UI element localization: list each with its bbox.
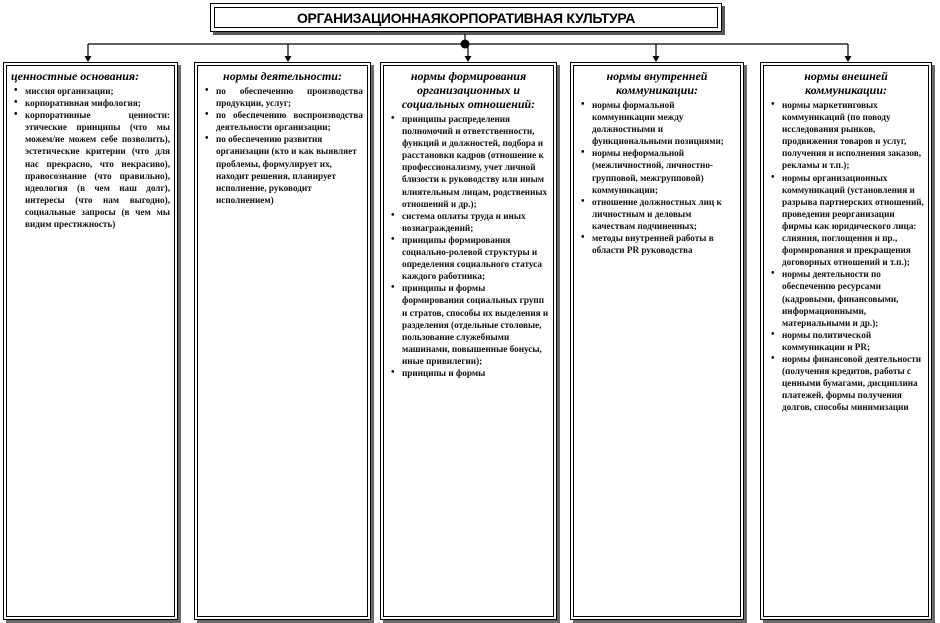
column-relations-norms-inner	[383, 65, 554, 617]
list-item: • по обеспечению воспроизводства деятельности организации;	[216, 109, 363, 133]
list-item: • нормы политической коммуникации и PR;	[782, 329, 924, 353]
list-item: • система оплаты труда и иных вознаграждений;	[402, 210, 549, 234]
list-item: • отношение должностных лиц к личностным и деловым качествам подчиненных;	[592, 196, 736, 232]
column-list	[11, 85, 170, 230]
list-item: • нормы неформальной (межличностной, личностно-групповой, межгрупповой) коммуникации;	[592, 147, 736, 195]
list-item: • по обеспечению развития организации (кто и как выявляет проблемы, формулирует их, находит решения, планирует исполнение, руководит исполнением)	[216, 133, 363, 206]
column-external-communication-inner	[763, 65, 929, 617]
column-title: нормы деятельности:	[223, 69, 342, 83]
column-internal-communication	[570, 62, 744, 620]
list-item: • нормы формальной коммуникации между должностными и функциональными позициями;	[592, 99, 736, 147]
column-title: нормы внешней коммуникации:	[804, 69, 888, 97]
diagram-title: ОРГАНИЗАЦИОННАЯКОРПОРАТИВНАЯ КУЛЬТУРА	[296, 9, 636, 26]
list-item: • корпоративные ценности: этические принципы (что мы можем/не можем себе позволить), эстетические критерии (что для нас прекрасно, что некрасиво), правосознание (что правильно), идеология (в чем наш долг), интересы (что нам выгодно), социальные запросы (в чем мы видим престижность)	[25, 109, 170, 230]
list-item: • миссия организации;	[25, 85, 170, 97]
column-title: нормы формирования организационных и социальных отношений:	[401, 69, 536, 111]
column-list	[578, 99, 736, 256]
column-activity-norms	[194, 62, 371, 620]
column-list	[202, 85, 363, 206]
column-title: ценностные основания:	[11, 69, 140, 83]
column-internal-communication-inner	[573, 65, 741, 617]
column-list	[768, 99, 924, 413]
list-item: • принципы распределения полномочий и ответственности, функций и должностей, подбора и расстановки кадров (отношение к профессионализму, учет личной близости к руководству или иным влиятельным лицам, родственных отношений и др.);	[402, 113, 549, 210]
list-item: • принципы формирования социально-ролевой структуры и определения социального статуса каждого работника;	[402, 234, 549, 282]
column-relations-norms	[380, 62, 557, 620]
column-title: нормы внутренней коммуникации:	[606, 69, 708, 97]
column-list	[388, 113, 549, 379]
list-item: • нормы маркетинговых коммуникаций (по поводу исследования рынков, продвижения товаров и услуг, получения и исполнения заказов, рекламы и т.п.);	[782, 99, 924, 172]
list-item: • по обеспечению производства продукции, услуг;	[216, 85, 363, 109]
column-values	[3, 62, 178, 620]
column-values-inner	[6, 65, 175, 617]
list-item: • методы внутренней работы в области PR руководства	[592, 232, 736, 256]
list-item: • нормы деятельности по обеспечению ресурсами (кадровыми, финансовыми, информационными, материальными и др.);	[782, 268, 924, 328]
list-item: • принципы и формы	[402, 367, 549, 379]
column-activity-norms-inner	[197, 65, 368, 617]
list-item: • корпоративная мифология;	[25, 97, 170, 109]
list-item: • нормы финансовой деятельности (получения кредитов, работы с ценными бумагами, дисциплина платежей, формы получения долгов, способы минимизации	[782, 353, 924, 413]
column-external-communication	[760, 62, 932, 620]
list-item: • нормы организационных коммуникаций (установления и разрыва партнерских отношений, проведения реорганизации фирмы как юридического лица: слияния, поглощения и пр., формирования и прекращения договорных отношений и т.п.);	[782, 172, 924, 269]
list-item: • принципы и формы формирования социальных групп и стратов, способы их выделения и разделения (отдельные столовые, пользование служебными машинами, повышенные бонусы, иные привилегии);	[402, 282, 549, 367]
